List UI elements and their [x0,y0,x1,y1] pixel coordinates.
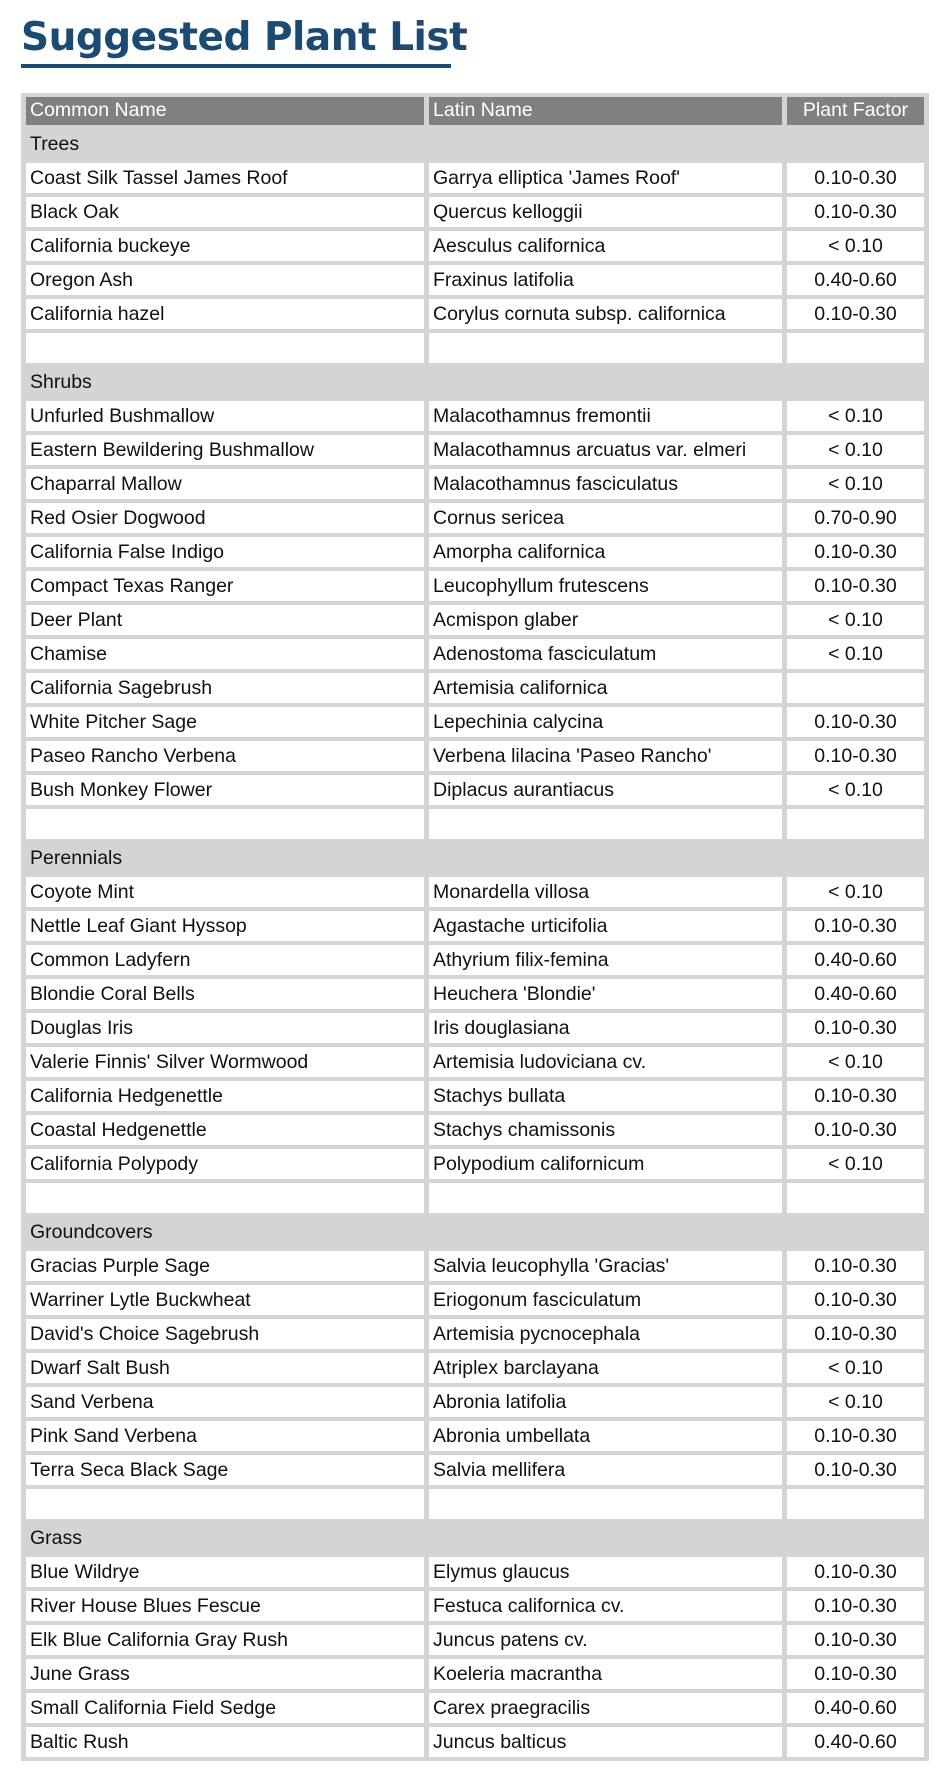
table-row [26,1319,924,1349]
plant-factor-cell: 0.10-0.30 [787,1285,924,1315]
table-row [26,571,924,601]
common-name-cell: Pink Sand Verbena [26,1421,424,1451]
spacer-row [26,1489,924,1519]
latin-name-cell: Cornus sericea [429,503,782,533]
latin-name-cell: Abronia umbellata [429,1421,782,1451]
latin-name-cell: Artemisia californica [429,673,782,703]
table-row [26,911,924,941]
latin-name-cell: Leucophyllum frutescens [429,571,782,601]
plant-factor-cell: 0.10-0.30 [787,1319,924,1349]
common-name-cell: California Hedgenettle [26,1081,424,1111]
plant-factor-cell: 0.10-0.30 [787,571,924,601]
latin-name-cell: Monardella villosa [429,877,782,907]
plant-factor-cell: 0.10-0.30 [787,911,924,941]
table-row [26,605,924,635]
category-label: Perennials [26,843,424,873]
plant-factor-cell: 0.10-0.30 [787,537,924,567]
category-row [26,1217,924,1247]
table-row [26,775,924,805]
column-header-plant-factor: Plant Factor [787,97,924,125]
table-row [26,1387,924,1417]
plant-factor-cell: 0.10-0.30 [787,1455,924,1485]
plant-factor-cell: 0.10-0.30 [787,1591,924,1621]
plant-factor-cell: 0.40-0.60 [787,265,924,295]
table-row [26,741,924,771]
plant-factor-cell: 0.10-0.30 [787,1115,924,1145]
spacer-cell [787,809,924,839]
table-row [26,1081,924,1111]
table-row [26,503,924,533]
table-row [26,299,924,329]
spacer-cell [787,1489,924,1519]
spacer-cell [26,809,424,839]
plant-factor-cell: < 0.10 [787,1047,924,1077]
common-name-cell: Deer Plant [26,605,424,635]
table-row [26,1013,924,1043]
spacer-cell [26,1489,424,1519]
table-row [26,945,924,975]
latin-name-cell: Stachys chamissonis [429,1115,782,1145]
table-row [26,435,924,465]
common-name-cell: River House Blues Fescue [26,1591,424,1621]
plant-factor-cell: < 0.10 [787,231,924,261]
latin-name-cell: Salvia mellifera [429,1455,782,1485]
latin-name-cell: Aesculus californica [429,231,782,261]
table-row [26,469,924,499]
common-name-cell: Chaparral Mallow [26,469,424,499]
page-title: Suggested Plant List [21,15,468,60]
common-name-cell: Valerie Finnis' Silver Wormwood [26,1047,424,1077]
plant-factor-cell: < 0.10 [787,435,924,465]
latin-name-cell: Juncus patens cv. [429,1625,782,1655]
common-name-cell: Common Ladyfern [26,945,424,975]
common-name-cell: California buckeye [26,231,424,261]
spacer-cell [26,1183,424,1213]
table-body [26,129,924,1757]
spacer-row [26,1183,924,1213]
common-name-cell: Black Oak [26,197,424,227]
table-row [26,1693,924,1723]
common-name-cell: David's Choice Sagebrush [26,1319,424,1349]
plant-factor-cell: 0.10-0.30 [787,1081,924,1111]
plant-factor-cell: < 0.10 [787,1387,924,1417]
table-row [26,231,924,261]
category-label: Grass [26,1523,424,1553]
common-name-cell: Blondie Coral Bells [26,979,424,1009]
plant-factor-cell: 0.10-0.30 [787,1013,924,1043]
category-cell-empty [429,367,782,397]
common-name-cell: Coastal Hedgenettle [26,1115,424,1145]
category-row [26,367,924,397]
category-cell-empty [429,1523,782,1553]
latin-name-cell: Festuca californica cv. [429,1591,782,1621]
latin-name-cell: Salvia leucophylla 'Gracias' [429,1251,782,1281]
category-label: Shrubs [26,367,424,397]
table-row [26,1251,924,1281]
plant-factor-cell [787,673,924,703]
latin-name-cell: Adenostoma fasciculatum [429,639,782,669]
common-name-cell: Bush Monkey Flower [26,775,424,805]
common-name-cell: Terra Seca Black Sage [26,1455,424,1485]
common-name-cell: Gracias Purple Sage [26,1251,424,1281]
spacer-cell [787,1183,924,1213]
plant-factor-cell: 0.10-0.30 [787,707,924,737]
category-label: Trees [26,129,424,159]
plant-factor-cell: 0.10-0.30 [787,197,924,227]
table-row [26,1727,924,1757]
latin-name-cell: Malacothamnus fasciculatus [429,469,782,499]
category-cell-empty [787,843,924,873]
plant-factor-cell: < 0.10 [787,401,924,431]
header-row [26,97,924,125]
table-row [26,1149,924,1179]
latin-name-cell: Lepechinia calycina [429,707,782,737]
category-cell-empty [429,129,782,159]
common-name-cell: Douglas Iris [26,1013,424,1043]
table-row [26,877,924,907]
plant-factor-cell: 0.10-0.30 [787,163,924,193]
plant-factor-cell: 0.10-0.30 [787,741,924,771]
table-row [26,1047,924,1077]
category-cell-empty [787,1523,924,1553]
common-name-cell: Unfurled Bushmallow [26,401,424,431]
common-name-cell: Eastern Bewildering Bushmallow [26,435,424,465]
table-row [26,1659,924,1689]
latin-name-cell: Atriplex barclayana [429,1353,782,1383]
plant-factor-cell: < 0.10 [787,1149,924,1179]
table-row [26,1115,924,1145]
spacer-cell [429,1183,782,1213]
common-name-cell: Baltic Rush [26,1727,424,1757]
plant-factor-cell: 0.40-0.60 [787,979,924,1009]
latin-name-cell: Abronia latifolia [429,1387,782,1417]
latin-name-cell: Elymus glaucus [429,1557,782,1587]
latin-name-cell: Acmispon glaber [429,605,782,635]
category-cell-empty [429,843,782,873]
common-name-cell: Red Osier Dogwood [26,503,424,533]
common-name-cell: Oregon Ash [26,265,424,295]
common-name-cell: California hazel [26,299,424,329]
plant-factor-cell: < 0.10 [787,1353,924,1383]
plant-factor-cell: < 0.10 [787,639,924,669]
latin-name-cell: Artemisia ludoviciana cv. [429,1047,782,1077]
common-name-cell: Elk Blue California Gray Rush [26,1625,424,1655]
plant-table [21,93,929,1761]
plant-factor-cell: 0.10-0.30 [787,1421,924,1451]
plant-factor-cell: 0.10-0.30 [787,1659,924,1689]
table-row [26,1421,924,1451]
table-row [26,1557,924,1587]
spacer-cell [429,1489,782,1519]
latin-name-cell: Juncus balticus [429,1727,782,1757]
category-row [26,129,924,159]
table-row [26,1285,924,1315]
spacer-cell [787,333,924,363]
plant-factor-cell: < 0.10 [787,877,924,907]
latin-name-cell: Amorpha californica [429,537,782,567]
latin-name-cell: Athyrium filix-femina [429,945,782,975]
spacer-row [26,809,924,839]
latin-name-cell: Iris douglasiana [429,1013,782,1043]
latin-name-cell: Malacothamnus arcuatus var. elmeri [429,435,782,465]
latin-name-cell: Carex praegracilis [429,1693,782,1723]
common-name-cell: Blue Wildrye [26,1557,424,1587]
category-label: Groundcovers [26,1217,424,1247]
latin-name-cell: Quercus kelloggii [429,197,782,227]
latin-name-cell: Fraxinus latifolia [429,265,782,295]
latin-name-cell: Eriogonum fasciculatum [429,1285,782,1315]
latin-name-cell: Heuchera 'Blondie' [429,979,782,1009]
latin-name-cell: Garrya elliptica 'James Roof' [429,163,782,193]
common-name-cell: California False Indigo [26,537,424,567]
table-header [26,97,924,125]
plant-factor-cell: 0.40-0.60 [787,1693,924,1723]
latin-name-cell: Diplacus aurantiacus [429,775,782,805]
category-row [26,1523,924,1553]
common-name-cell: Compact Texas Ranger [26,571,424,601]
table-row [26,639,924,669]
common-name-cell: White Pitcher Sage [26,707,424,737]
column-header-latin-name: Latin Name [429,97,782,125]
latin-name-cell: Corylus cornuta subsp. californica [429,299,782,329]
common-name-cell: Nettle Leaf Giant Hyssop [26,911,424,941]
table-row [26,707,924,737]
latin-name-cell: Malacothamnus fremontii [429,401,782,431]
spacer-cell [429,333,782,363]
table-row [26,673,924,703]
column-header-common-name: Common Name [26,97,424,125]
plant-factor-cell: < 0.10 [787,469,924,499]
category-cell-empty [429,1217,782,1247]
common-name-cell: Chamise [26,639,424,669]
category-cell-empty [787,1217,924,1247]
plant-factor-cell: 0.10-0.30 [787,1625,924,1655]
table-row [26,163,924,193]
plant-factor-cell: < 0.10 [787,775,924,805]
plant-factor-cell: < 0.10 [787,605,924,635]
table-row [26,979,924,1009]
common-name-cell: Coyote Mint [26,877,424,907]
latin-name-cell: Verbena lilacina 'Paseo Rancho' [429,741,782,771]
spacer-cell [26,333,424,363]
table-row [26,265,924,295]
latin-name-cell: Artemisia pycnocephala [429,1319,782,1349]
table-row [26,1591,924,1621]
plant-factor-cell: 0.10-0.30 [787,1557,924,1587]
common-name-cell: California Sagebrush [26,673,424,703]
spacer-cell [429,809,782,839]
latin-name-cell: Polypodium californicum [429,1149,782,1179]
category-cell-empty [787,129,924,159]
common-name-cell: June Grass [26,1659,424,1689]
category-cell-empty [787,367,924,397]
plant-factor-cell: 0.70-0.90 [787,503,924,533]
common-name-cell: Small California Field Sedge [26,1693,424,1723]
table-row [26,1353,924,1383]
plant-factor-cell: 0.40-0.60 [787,945,924,975]
table-row [26,197,924,227]
latin-name-cell: Stachys bullata [429,1081,782,1111]
common-name-cell: California Polypody [26,1149,424,1179]
latin-name-cell: Agastache urticifolia [429,911,782,941]
table-row [26,537,924,567]
plant-factor-cell: 0.10-0.30 [787,299,924,329]
plant-factor-cell: 0.10-0.30 [787,1251,924,1281]
table-row [26,1455,924,1485]
common-name-cell: Sand Verbena [26,1387,424,1417]
title-underline [21,64,451,68]
common-name-cell: Warriner Lytle Buckwheat [26,1285,424,1315]
common-name-cell: Dwarf Salt Bush [26,1353,424,1383]
common-name-cell: Paseo Rancho Verbena [26,741,424,771]
common-name-cell: Coast Silk Tassel James Roof [26,163,424,193]
latin-name-cell: Koeleria macrantha [429,1659,782,1689]
plant-factor-cell: 0.40-0.60 [787,1727,924,1757]
table-row [26,1625,924,1655]
category-row [26,843,924,873]
spacer-row [26,333,924,363]
table-row [26,401,924,431]
